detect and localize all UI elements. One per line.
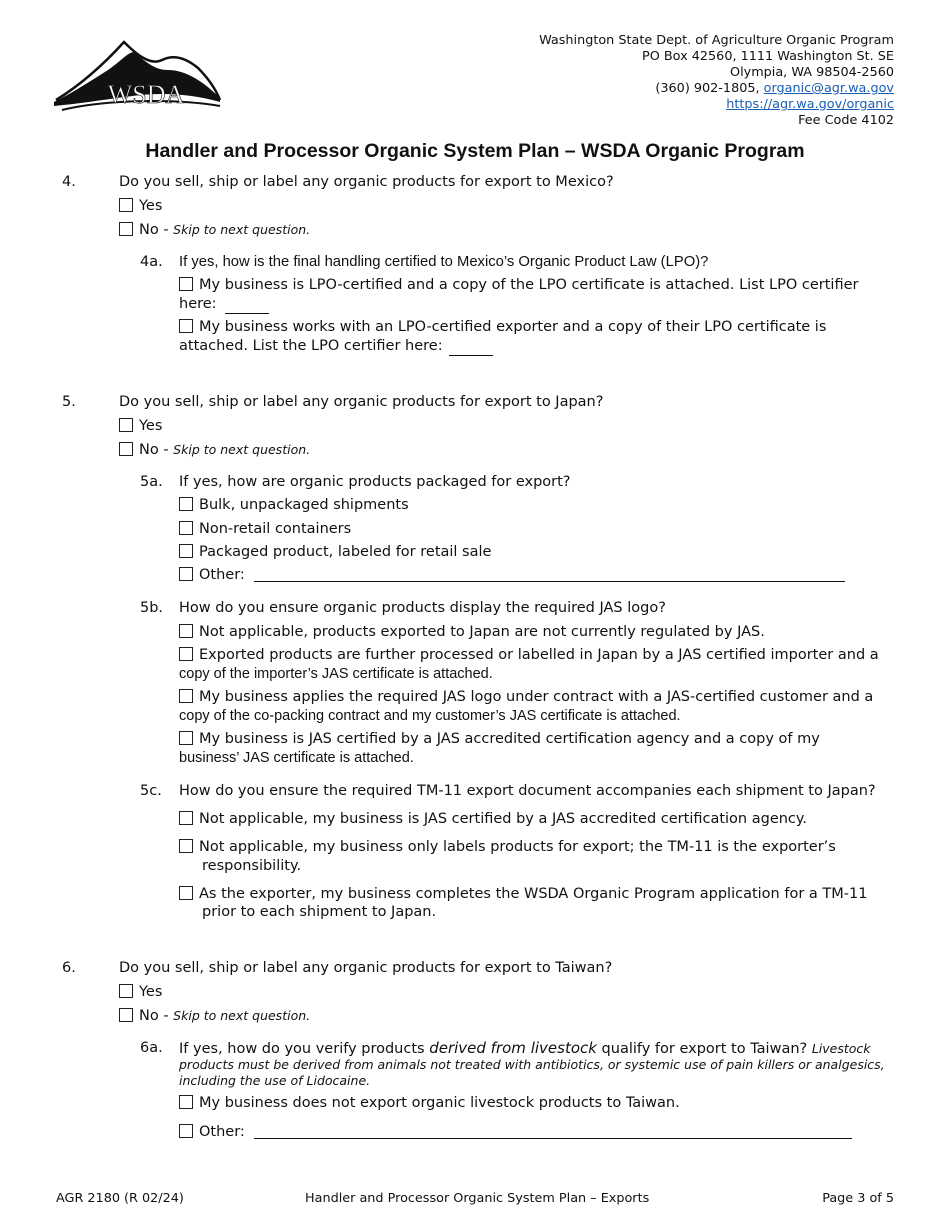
q6-text: Do you sell, ship or label any organic products for export to Taiwan? bbox=[119, 960, 613, 976]
q4-yes-checkbox[interactable] bbox=[119, 198, 133, 212]
q5-skip-note: Skip to next question. bbox=[173, 442, 311, 457]
agency-contact bbox=[539, 33, 894, 129]
q5-number: 5. bbox=[62, 394, 76, 410]
q6a-text-emphasis: derived from livestock bbox=[429, 1039, 597, 1057]
logo-wordmark: WSDA bbox=[107, 80, 185, 109]
q5-yes-option[interactable] bbox=[119, 417, 162, 436]
q4-number: 4. bbox=[62, 174, 76, 190]
wsda-logo-mountains bbox=[52, 36, 224, 114]
q6a-other-field[interactable] bbox=[254, 1138, 852, 1139]
q5c-opt2-label: Not applicable, my business only labels products for export; the TM-11 is the exporter’s bbox=[199, 839, 836, 855]
q5-text: Do you sell, ship or label any organic products for export to Japan? bbox=[119, 394, 604, 410]
q5a-number: 5a. bbox=[140, 474, 163, 490]
q5a-other-field[interactable] bbox=[254, 581, 845, 582]
q5a-option-bulk[interactable] bbox=[179, 496, 409, 515]
q6a-number: 6a. bbox=[140, 1040, 163, 1056]
q5b-opt2-label: Exported products are further processed or labelled in Japan by a JAS certified importer and a bbox=[199, 647, 879, 663]
q5a-opt3-label: Packaged product, labeled for retail sale bbox=[199, 544, 492, 560]
q4a-exporter-certifier-field[interactable] bbox=[449, 339, 493, 356]
q6a-option-other[interactable] bbox=[179, 1123, 245, 1142]
q4-no-label: No - bbox=[139, 222, 174, 238]
q6a-note-part1: Livestock bbox=[811, 1041, 871, 1056]
q4a-opt2-checkbox[interactable] bbox=[179, 319, 193, 333]
q5c-text: How do you ensure the required TM-11 export document accompanies each shipment to Japan? bbox=[179, 783, 876, 799]
footer-form-id: AGR 2180 (R 02/24) bbox=[56, 1191, 184, 1206]
wsda-logo bbox=[52, 36, 224, 114]
q6a-option-no-livestock[interactable] bbox=[179, 1094, 680, 1113]
q5c-opt3-label: As the exporter, my business completes the WSDA Organic Program application for a TM-11 bbox=[199, 886, 868, 902]
q6-no-option[interactable] bbox=[119, 1006, 310, 1026]
phone: (360) 902-1805, bbox=[655, 81, 764, 96]
q4a-opt2-continuation bbox=[179, 337, 493, 356]
q6a-note-line2: products must be derived from animals not treated with antibiotics, or systemic use of pain killers or analgesics, bbox=[179, 1057, 885, 1072]
q6a-text-part2: qualify for export to Taiwan? bbox=[596, 1041, 812, 1057]
q5b-opt4-continuation: business’ JAS certificate is attached. bbox=[179, 750, 414, 766]
q5b-opt4-label: My business is JAS certified by a JAS accredited certification agency and a copy of my bbox=[199, 731, 820, 747]
q4a-opt2-label-2: attached. List the LPO certifier here: bbox=[179, 338, 443, 354]
q5c-option-jas-certified[interactable] bbox=[179, 810, 807, 829]
q4a-text: If yes, how is the final handling certified to Mexico’s Organic Product Law (LPO)? bbox=[179, 254, 709, 270]
footer-page-number: Page 3 of 5 bbox=[822, 1191, 894, 1206]
q5b-option-not-regulated[interactable] bbox=[179, 623, 765, 642]
q5b-opt3-continuation: copy of the co-packing contract and my customer’s JAS certificate is attached. bbox=[179, 708, 681, 724]
q4-no-option[interactable] bbox=[119, 220, 310, 240]
q5b-number: 5b. bbox=[140, 600, 164, 616]
q5b-option-jas-certified[interactable] bbox=[179, 730, 820, 749]
q4-no-checkbox[interactable] bbox=[119, 222, 133, 236]
q6-yes-option[interactable] bbox=[119, 983, 162, 1002]
q4a-lpo-certifier-field[interactable] bbox=[225, 297, 269, 314]
q5b-opt2-continuation: copy of the importer’s JAS certificate is attached. bbox=[179, 666, 493, 682]
q5-yes-label: Yes bbox=[139, 418, 163, 434]
q4-text: Do you sell, ship or label any organic products for export to Mexico? bbox=[119, 174, 614, 190]
q4-yes-option[interactable] bbox=[119, 197, 162, 216]
q5a-text: If yes, how are organic products packaged for export? bbox=[179, 474, 571, 490]
q5c-opt2-continuation: responsibility. bbox=[202, 858, 302, 874]
q6a-opt1-label: My business does not export organic livestock products to Taiwan. bbox=[199, 1095, 680, 1111]
phone-email-line bbox=[539, 81, 894, 97]
address-line: PO Box 42560, 1111 Washington St. SE bbox=[642, 49, 894, 64]
q5-no-option[interactable] bbox=[119, 440, 310, 460]
q5-no-checkbox[interactable] bbox=[119, 442, 133, 456]
q5c-option-labels-only[interactable] bbox=[179, 838, 836, 857]
q6-number: 6. bbox=[62, 960, 76, 976]
q5b-option-co-packing[interactable] bbox=[179, 688, 873, 707]
q6a-note-line3: including the use of Lidocaine. bbox=[179, 1073, 371, 1088]
q5b-opt1-label: Not applicable, products exported to Japan are not currently regulated by JAS. bbox=[199, 624, 765, 640]
q5a-option-non-retail[interactable] bbox=[179, 520, 351, 539]
q5a-option-retail[interactable] bbox=[179, 543, 491, 562]
q6a-text bbox=[179, 1039, 871, 1059]
q5-no-label: No - bbox=[139, 442, 174, 458]
q5a-opt3-checkbox[interactable] bbox=[179, 544, 193, 558]
email-link[interactable]: organic@agr.wa.gov bbox=[763, 81, 894, 96]
q4a-opt2-label: My business works with an LPO-certified exporter and a copy of their LPO certificate is bbox=[199, 319, 827, 335]
q5a-opt1-checkbox[interactable] bbox=[179, 497, 193, 511]
q5b-text: How do you ensure organic products display the required JAS logo? bbox=[179, 600, 666, 616]
q5c-opt1-label: Not applicable, my business is JAS certified by a JAS accredited certification agency. bbox=[199, 811, 808, 827]
q4a-opt1-continuation bbox=[179, 295, 269, 314]
city-line: Olympia, WA 98504-2560 bbox=[730, 65, 894, 80]
q5a-other-label: Other: bbox=[199, 567, 245, 583]
q4a-option-lpo-certified[interactable] bbox=[179, 276, 858, 295]
q6-no-checkbox[interactable] bbox=[119, 1008, 133, 1022]
q4a-opt1-label-2: here: bbox=[179, 296, 217, 312]
q5b-option-importer[interactable] bbox=[179, 646, 879, 665]
q6a-opt1-checkbox[interactable] bbox=[179, 1095, 193, 1109]
q5a-other-checkbox[interactable] bbox=[179, 567, 193, 581]
q6a-other-checkbox[interactable] bbox=[179, 1124, 193, 1138]
q4-yes-label: Yes bbox=[139, 198, 163, 214]
q5c-opt1-checkbox[interactable] bbox=[179, 811, 193, 825]
fee-code: Fee Code 4102 bbox=[798, 113, 894, 128]
q4a-number: 4a. bbox=[140, 254, 163, 270]
q5b-opt2-checkbox[interactable] bbox=[179, 647, 193, 661]
q6a-other-label: Other: bbox=[199, 1124, 245, 1140]
q5b-opt3-checkbox[interactable] bbox=[179, 689, 193, 703]
q4a-opt1-checkbox[interactable] bbox=[179, 277, 193, 291]
website-link[interactable]: https://agr.wa.gov/organic bbox=[726, 97, 894, 112]
org-name: Washington State Dept. of Agriculture Organic Program bbox=[539, 33, 894, 48]
q6-skip-note: Skip to next question. bbox=[173, 1008, 311, 1023]
q5b-opt4-checkbox[interactable] bbox=[179, 731, 193, 745]
footer-doc-title: Handler and Processor Organic System Plan – Exports bbox=[305, 1191, 650, 1206]
q6a-text-part1: If yes, how do you verify products bbox=[179, 1041, 430, 1057]
q5a-opt2-checkbox[interactable] bbox=[179, 521, 193, 535]
q6-yes-label: Yes bbox=[139, 984, 163, 1000]
q5c-opt3-checkbox[interactable] bbox=[179, 886, 193, 900]
q5a-opt2-label: Non-retail containers bbox=[199, 521, 352, 537]
q5b-opt1-checkbox[interactable] bbox=[179, 624, 193, 638]
q4a-opt1-label: My business is LPO-certified and a copy of the LPO certificate is attached. List LPO certifier bbox=[199, 277, 859, 293]
q5c-number: 5c. bbox=[140, 783, 162, 799]
q4a-option-lpo-exporter[interactable] bbox=[179, 318, 826, 337]
q4-skip-note: Skip to next question. bbox=[173, 222, 311, 237]
q5a-opt1-label: Bulk, unpackaged shipments bbox=[199, 497, 409, 513]
q5a-option-other[interactable] bbox=[179, 566, 245, 585]
q5-yes-checkbox[interactable] bbox=[119, 418, 133, 432]
q6-yes-checkbox[interactable] bbox=[119, 984, 133, 998]
q5b-opt3-label: My business applies the required JAS logo under contract with a JAS-certified customer and a bbox=[199, 689, 874, 705]
page-title: Handler and Processor Organic System Plan – WSDA Organic Program bbox=[145, 140, 805, 162]
q5c-opt3-continuation: prior to each shipment to Japan. bbox=[202, 904, 437, 920]
q5c-opt2-checkbox[interactable] bbox=[179, 839, 193, 853]
q6-no-label: No - bbox=[139, 1008, 174, 1024]
q5c-option-exporter[interactable] bbox=[179, 885, 867, 904]
